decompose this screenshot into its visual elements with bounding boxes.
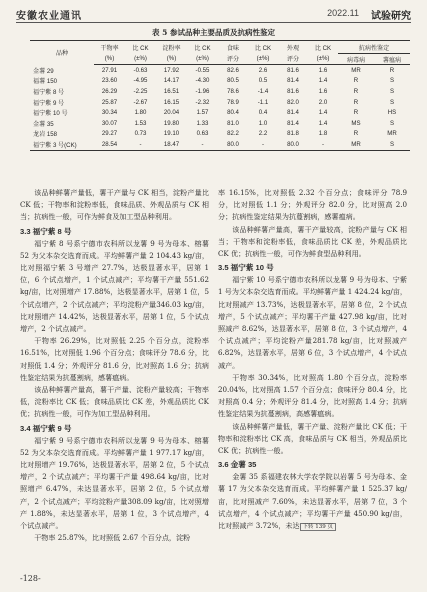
value-cell: R [353,109,359,117]
paragraph: 福宁紫 9 号系宁德市农科所以龙薯 9 号为母本、榕薯 52 为父本杂交选育而成。平均鲜薯产量 1 977.17 kg/亩，比对照增产 19.76%，达极显著水平，居第 2 位，5 个试点增产，2 个试点减产；平均薯干产量 498.64 kg/亩，比对照增产 6.47%，未达显著水平，居第 2 位，5 个试点增产，2 个试点减产；平均淀粉产量308.09 kg/亩，比对照增产 1.88%，未达显著水平，居第 1 位，3 个试点增产，4 个试点减产。 [20,435,209,531]
header-anthracnose: 薯瘟病 [374,54,410,65]
variety-cell: 金薯 29 [33,67,54,75]
paragraph: 率 16.15%，比对照低 2.32 个百分点；食味评分 78.9 分，比对照低 1.1 分；外观评分 82.0 分，比对照高 2.0 分；抗病性鉴定结果为抗蔓割病，感薯瘟病。 [218,188,407,222]
value-cell: S [389,77,395,85]
value-cell: 81.0 [227,119,239,127]
value-cell: 81.4 [287,119,299,127]
value-cell: 18.47 [156,139,187,150]
table-row [30,139,410,150]
header-vs-ck-3: 比 CK [308,41,338,54]
value-cell: 1.53 [134,119,147,127]
left-column [20,187,209,544]
value-cell: 80.5 [227,77,239,85]
unit-taste: 评分 [218,54,248,65]
header-vs-ck-2: 比 CK [187,41,218,54]
value-cell: 81.6 [287,66,299,74]
header-resistance: 抗病性鉴定 [338,41,410,54]
value-cell: MR [387,130,397,138]
value-cell: 1.33 [196,119,209,127]
paragraph: 该品种鲜薯产量低，薯干产量、淀粉产量比 CK 低；干物率和淀粉率比 CK 高，食味品质与 CK 相当，外观品质比 CK 优；抗病性一般。 [218,421,407,456]
table-caption: 表 5 参试品种主要品质及抗病性鉴定 [152,28,275,37]
unit-vs-ck-3: (±%) [308,54,338,65]
value-cell: 80.4 [227,109,239,117]
value-cell: 2.0 [318,98,328,106]
value-cell: 1.57 [196,109,209,117]
page-number: -128- [20,574,41,583]
continued-note: 下转 139 页 [300,523,337,531]
header-dry-matter: 干物率 [94,41,125,54]
value-cell: 82.2 [227,130,239,138]
section-heading: 3.3 福宁紫 8 号 [20,226,72,236]
paragraph [218,471,407,533]
value-cell: 30.34 [101,109,118,117]
value-cell: S [389,119,395,127]
value-cell: -4.95 [133,77,148,85]
value-cell: R [353,130,359,138]
value-cell: - [187,139,218,150]
variety-cell: 福宁紫 9 号 [33,99,65,107]
value-cell: 0.73 [134,130,147,138]
paragraph: 该品种鲜薯产量高，薯干产量、淀粉产量较高；干物率低，淀粉率比 CK 低；食味品质比 CK 差，外观品质比 CK 优；抗病性一般，可作为加工型品种利用。 [20,385,209,419]
section-heading: 3.5 福宁紫 10 号 [218,263,274,273]
value-cell: 29.27 [101,130,118,138]
value-cell: 1.6 [318,66,328,74]
value-cell: -4.30 [195,77,210,85]
table-row [30,86,410,97]
value-cell: 25.87 [101,98,118,106]
paragraph: 该品种鲜薯产量高，薯干产量较高，淀粉产量与 CK 相当；干物率和淀粉率低，食味品质比 CK 差，外观品质比 CK 优；抗病性一般，可作为鲜食型品种利用。 [218,224,407,259]
value-cell: 1.8 [318,130,328,138]
table-row [30,65,410,76]
value-cell: 30.07 [101,119,118,127]
value-cell: 0.63 [196,130,209,138]
value-cell: 0.4 [258,109,268,117]
value-cell: -0.63 [133,66,148,74]
value-cell: 1.80 [134,109,147,117]
value-cell: 20.04 [163,109,180,117]
value-cell: 0.5 [258,77,268,85]
variety-cell: 福薯 150 [33,78,58,86]
value-cell: -2.67 [133,98,148,106]
value-cell: 16.15 [163,98,180,106]
paragraph: 福宁紫 8 号系宁德市农科所以龙薯 9 号为母本、榕薯 52 为父本杂交选育而成。平均鲜薯产量 2 104.43 kg/亩，比对照福宁紫 3 号增产 27.7%，达极显著水平，居第 1 位，6 个试点增产，1 个试点减产；平均薯干产量 551.62 kg/亩，比对照增产 17.88%，达极显著水平，居第 1 位，5 个试点增产，2 个试点减产；平均淀粉产量346.03 kg/亩，比对照增产 14.42%，达极显著水平，居第 1 位，5 个试点增产，2 个试点减产。 [20,238,209,334]
value-cell: - [125,139,156,150]
value-cell: -1.96 [195,87,210,95]
table-row [30,107,410,118]
value-cell: - [308,139,338,150]
value-cell: 17.92 [163,66,180,74]
variety-cell: 龙岩 158 [33,131,58,139]
value-cell: HS [387,109,397,117]
value-cell: 26.29 [101,87,118,95]
value-cell: 1.4 [318,119,328,127]
table-row [30,118,410,129]
header-variety: 品种 [30,41,94,65]
value-cell: 16.51 [163,87,180,95]
value-cell: -0.55 [195,66,210,74]
unit-dry-matter: (%) [94,54,125,65]
paragraph-text: 金薯 35 系福建农林大学农学院以岩薯 5 号为母本、金薯 17 为父本杂交选育而成。平均鲜薯产量 1 525.37 kg/亩，比对照减产 7.60%，未达显著水平，居第 7 位，3 个试点增产，4 个试点减产；平均薯干产量 450.90 kg/亩，比对照减产 3.72%，未达 [218,472,407,531]
value-cell: MR [338,139,374,150]
value-cell: R [353,77,359,85]
table-row [30,76,410,87]
section-heading: 3.4 福宁紫 9 号 [20,423,72,433]
section-heading: 3.6 金薯 35 [218,460,257,470]
header-taste: 食味 [218,41,248,54]
value-cell: S [389,98,395,106]
value-cell: 27.91 [101,66,118,74]
value-cell: -1.1 [257,98,269,106]
value-cell: 78.9 [227,98,239,106]
value-cell: S [374,139,410,150]
value-cell: MR [351,66,361,74]
value-cell: 80.0 [218,139,248,150]
header-vs-ck-1: 比 CK [125,41,156,54]
value-cell: 81.4 [287,109,299,117]
value-cell: 82.0 [287,98,299,106]
value-cell: MS [351,119,361,127]
value-cell: 78.6 [227,87,239,95]
value-cell: 81.4 [287,77,299,85]
header-mosaic: 病毒病 [338,54,374,65]
value-cell: 81.6 [287,87,299,95]
value-cell: 80.0 [278,139,308,150]
variety-cell: 金薯 35 [33,120,54,128]
value-cell: -2.32 [195,98,210,106]
header-appearance: 外观 [278,41,308,54]
paragraph: 福宁紫 10 号系宁德市农科所以龙薯 9 号为母本、宁紫 1 号为父本杂交选育而成。平均鲜薯产量 1 424.24 kg/亩，比对照减产 13.73%，达极显著水平，居第 8 位，2 个试点增产，5 个试点减产；平均薯干产量 427.98 kg/亩，比对照减产 8.62%，达显著水平，居第 8 位，3 个试点增产，4 个试点减产；平均淀粉产量281.78 kg/亩，比对照减产 6.82%，达显著水平，居第 6 位，3 个试点增产，4 个试点减产。 [218,275,407,370]
value-cell: - [248,139,278,150]
table-row [30,129,410,140]
right-column [218,187,407,533]
value-cell: 81.8 [287,130,299,138]
value-cell: 28.54 [94,139,125,150]
value-cell: -2.25 [133,87,148,95]
unit-starch: (%) [156,54,187,65]
paragraph: 干物率 30.34%，比对照高 1.80 个百分点，淀粉率 20.04%，比对照高 1.57 个百分点；食味评分 80.4 分，比对照高 0.4 分；外观评分 81.4 分，比对照高 1.4 分；抗病性鉴定结果为抗蔓割病，高感薯瘟病。 [218,372,407,419]
header-rule [16,22,411,23]
value-cell: 1.4 [318,109,328,117]
value-cell: 1.0 [258,119,268,127]
value-cell: 19.80 [163,119,180,127]
unit-appearance: 评分 [278,54,308,65]
journal-title: 安徽农业通讯 [16,11,82,22]
variety-cell: 福宁紫 10 号 [33,110,68,118]
value-cell: 1.4 [318,77,328,85]
value-cell: S [389,87,395,95]
unit-vs-ck-1: (±%) [125,54,156,65]
header-vs-ck-taste: 比 CK [248,41,278,54]
value-cell: 14.17 [163,77,180,85]
header-starch: 淀粉率 [156,41,187,54]
issue-number: 2022.11 [327,8,359,18]
section-title: 试验研究 [371,11,411,22]
paragraph: 干物率 26.29%，比对照低 2.25 个百分点，淀粉率 16.51%，比对照低 1.96 个百分点；食味评分 78.6 分，比对照低 1.4 分；外观评分 81.6 分，比对照高 1.6 分；抗病性鉴定结果为抗蔓割病，感薯瘟病。 [20,336,209,382]
table-row [30,97,410,108]
value-cell: R [389,66,395,74]
quality-resistance-table [30,40,410,151]
value-cell: 2.6 [258,66,268,74]
value-cell: 23.60 [101,77,118,85]
table-body [30,65,410,151]
value-cell: 19.10 [163,130,180,138]
page-header [16,6,411,22]
variety-cell: 福宁紫 8 号 [33,88,65,96]
value-cell: 2.2 [258,130,268,138]
variety-cell: 福宁紫 3 号(CK) [30,139,94,150]
value-cell: -1.4 [257,87,269,95]
unit-vs-ck-2: (±%) [187,54,218,65]
value-cell: 1.6 [318,87,328,95]
paragraph: 干物率 25.87%，比对照低 2.67 个百分点，淀粉 [34,533,191,543]
value-cell: R [353,98,359,106]
value-cell: 82.6 [227,66,239,74]
unit-vs-ck-taste: (±%) [248,54,278,65]
paragraph: 该品种鲜薯产量低，薯干产量与 CK 相当，淀粉产量比 CK 低；干物率和淀粉率低，食味品质、外观品质与 CK 相当；抗病性一般，可作为鲜食及加工型品种利用。 [20,188,209,222]
value-cell: R [353,87,359,95]
